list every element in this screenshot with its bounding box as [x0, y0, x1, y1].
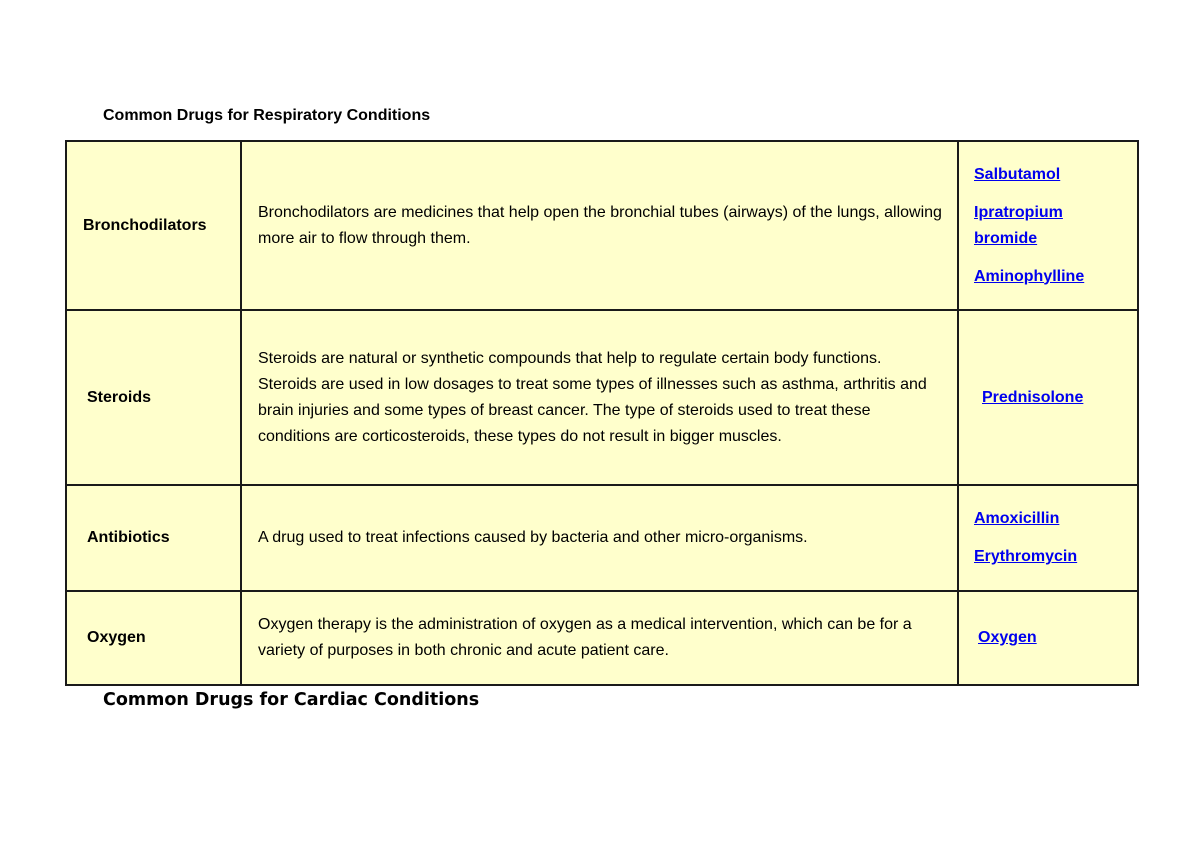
table-row — [66, 310, 1138, 485]
table-row — [66, 141, 1138, 310]
description-cell: Oxygen therapy is the administration of oxygen as a medical intervention, which can be for a variety of purposes in both chronic and acute patient care. — [241, 591, 958, 685]
description-cell: Steroids are natural or synthetic compounds that help to regulate certain body functions. Steroids are used in low dosages to treat some types of illnesses such as asthma, arthritis and brain injuries and some types of breast cancer. The type of steroids used to treat these conditions are corticosteroids, these types do not result in bigger muscles. — [241, 310, 958, 485]
drug-link-ipratropium-bromide[interactable]: Ipratropium bromide — [974, 203, 1063, 247]
drug-links-cell — [958, 485, 1138, 591]
category-cell: Bronchodilators — [66, 141, 241, 310]
description-cell: A drug used to treat infections caused by bacteria and other micro-organisms. — [241, 485, 958, 591]
description-cell: Bronchodilators are medicines that help open the bronchial tubes (airways) of the lungs, allowing more air to flow through them. — [241, 141, 958, 310]
category-label: Steroids — [87, 388, 152, 406]
drugs-table — [65, 140, 1139, 686]
drug-link-salbutamol[interactable]: Salbutamol — [974, 165, 1061, 183]
category-cell: Oxygen — [66, 591, 241, 685]
drug-link-aminophylline[interactable]: Aminophylline — [974, 267, 1085, 285]
category-cell: Antibiotics — [66, 485, 241, 591]
table-row — [66, 485, 1138, 591]
drug-links-cell — [958, 591, 1138, 685]
drug-links-cell — [958, 310, 1138, 485]
section-title-cardiac: Common Drugs for Cardiac Conditions — [103, 690, 480, 710]
drug-links-cell — [958, 141, 1138, 310]
drug-link-oxygen[interactable]: Oxygen — [978, 629, 1037, 646]
table-row — [66, 591, 1138, 685]
category-cell — [66, 310, 241, 485]
drug-link-prednisolone[interactable]: Prednisolone — [982, 388, 1084, 406]
drug-link-erythromycin[interactable]: Erythromycin — [974, 548, 1078, 565]
page-title: Common Drugs for Respiratory Conditions — [103, 107, 431, 124]
drug-link-amoxicillin[interactable]: Amoxicillin — [974, 510, 1060, 527]
